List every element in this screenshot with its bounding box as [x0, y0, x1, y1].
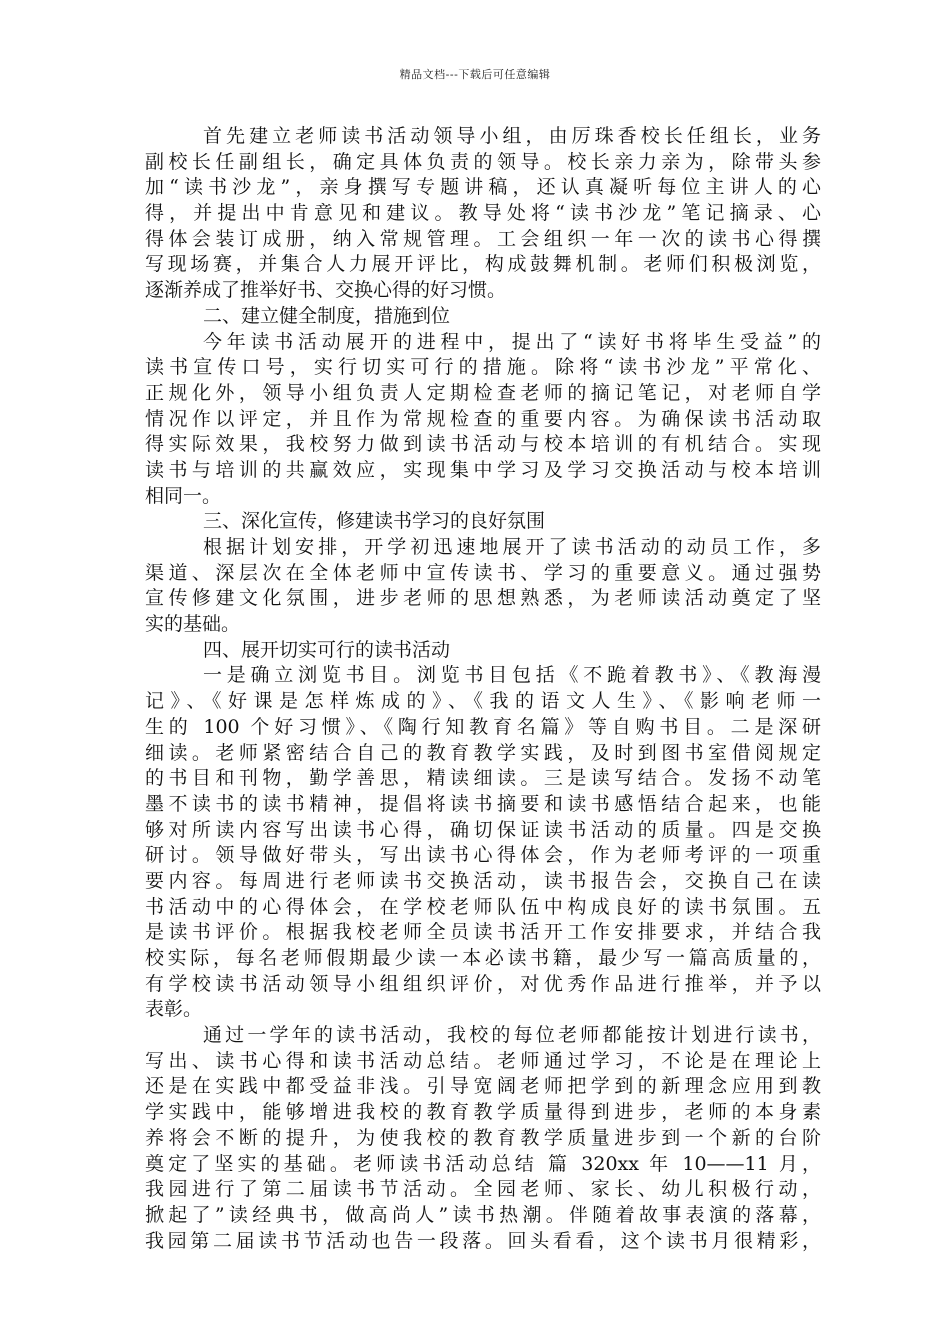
text-line: 三、深化宣传，修建读书学习的良好氛围	[203, 510, 546, 533]
text-line: 够对所读内容写出读书心得，确切保证读书活动的质量。四是交换	[145, 818, 821, 841]
text-line: 墨不读书的读书精神，提倡将读书摘要和读书感悟结合起来，也能	[145, 792, 821, 815]
text-line: 掀起了”读经典书，做高尚人”读书热潮。伴随着故事表演的落幕，	[145, 1203, 821, 1226]
text-line: 记》、《好课是怎样炼成的》、《我的语文人生》、《影响老师一	[145, 690, 821, 713]
text-line: 的书目和刊物，勤学善思，精读细读。三是读写结合。发扬不动笔	[145, 767, 821, 790]
text-line: 生的 100 个好习惯》、《陶行知教育名篇》等自购书目。二是深研	[145, 715, 821, 738]
text-line: 要内容。每周进行老师读书交换活动，读书报告会，交换自己在读	[145, 869, 821, 892]
text-line: 奠定了坚实的基础。老师读书活动总结 篇 320xx 年 10——11 月，	[145, 1152, 821, 1175]
text-line: 校实际，每名老师假期最少读一本必读书籍，最少写一篇高质量的，	[145, 947, 821, 969]
text-line: 根据计划安排，开学初迅速地展开了读书活动的动员工作，多	[203, 536, 821, 558]
text-line: 学实践中，能够增进我校的教育教学质量得到进步，老师的本身素	[145, 1101, 821, 1124]
text-line: 四、展开切实可行的读书活动	[203, 638, 451, 661]
text-line: 实的基础。	[145, 613, 241, 636]
text-line: 读书宣传口号，实行切实可行的措施。除将“读书沙龙”平常化、	[145, 356, 821, 379]
text-line: 相同一。	[145, 484, 222, 507]
text-line: 情况作以评定，并且作为常规检查的重要内容。为确保读书活动取	[145, 407, 821, 430]
text-line: 读书与培训的共赢效应，实现集中学习及学习交换活动与校本培训	[145, 458, 821, 481]
text-line: 是读书评价。根据我校老师全员读书活开工作安排要求，并结合我	[145, 921, 821, 944]
text-line: 宣传修建文化氛围，进步老师的思想熟悉，为老师读活动奠定了坚	[145, 587, 821, 610]
text-line: 得实际效果，我校努力做到读书活动与校本培训的有机结合。实现	[145, 433, 821, 456]
text-line: 书活动中的心得体会，在学校老师队伍中构成良好的读书氛围。五	[145, 895, 821, 918]
text-line: 加“读书沙龙”，亲身撰写专题讲稿，还认真凝听每位主讲人的心	[145, 176, 821, 199]
document-body	[145, 124, 821, 1254]
text-line: 表彰。	[145, 998, 203, 1021]
text-line: 养将会不断的提升，为使我校的教育教学质量进步到一个新的台阶	[145, 1126, 821, 1149]
text-line: 正规化外，领导小组负责人定期检查老师的摘记笔记，对老师自学	[145, 381, 821, 404]
text-line: 首先建立老师读书活动领导小组，由厉珠香校长任组长，业务	[203, 125, 821, 147]
text-line: 得，并提出中肯意见和建议。教导处将“读书沙龙”笔记摘录、心	[145, 202, 821, 225]
text-line: 今年读书活动展开的进程中，提出了“读好书将毕生受益”的	[203, 330, 821, 353]
text-line: 二、建立健全制度，措施到位	[203, 304, 451, 327]
text-line: 我园第二届读书节活动也告一段落。回头看看，这个读书月很精彩，	[145, 1229, 821, 1252]
text-line: 通过一学年的读书活动，我校的每位老师都能按计划进行读书，	[203, 1024, 821, 1047]
text-line: 渠道、深层次在全体老师中宣传读书、学习的重要意义。通过强势	[145, 561, 821, 584]
page-header: 精品文档---下载后可任意编辑	[399, 68, 551, 81]
text-line: 写出、读书心得和读书活动总结。老师通过学习，不论是在理论上	[145, 1049, 821, 1072]
text-line: 副校长任副组长，确定具体负责的领导。校长亲力亲为，除带头参	[145, 150, 821, 173]
text-line: 写现场赛，并集合人力展开评比，构成鼓舞机制。老师们积极浏览，	[145, 253, 821, 276]
text-line: 还是在实践中都受益非浅。引导宽阔老师把学到的新理念应用到教	[145, 1075, 821, 1098]
text-line: 一是确立浏览书目。浏览书目包括《不跪着教书》、《教海漫	[203, 664, 821, 687]
text-line: 细读。老师紧密结合自己的教育教学实践，及时到图书室借阅规定	[145, 741, 821, 764]
text-line: 逐渐养成了推举好书、交换心得的好习惯。	[145, 279, 507, 302]
text-line: 得体会装订成册，纳入常规管理。工会组织一年一次的读书心得撰	[145, 227, 821, 250]
text-line: 研讨。领导做好带头，写出读书心得体会，作为老师考评的一项重	[145, 844, 821, 867]
text-line: 我园进行了第二届读书节活动。全园老师、家长、幼儿积极行动，	[145, 1178, 821, 1201]
text-line: 有学校读书活动领导小组组织评价，对优秀作品进行推举，并予以	[145, 972, 821, 995]
